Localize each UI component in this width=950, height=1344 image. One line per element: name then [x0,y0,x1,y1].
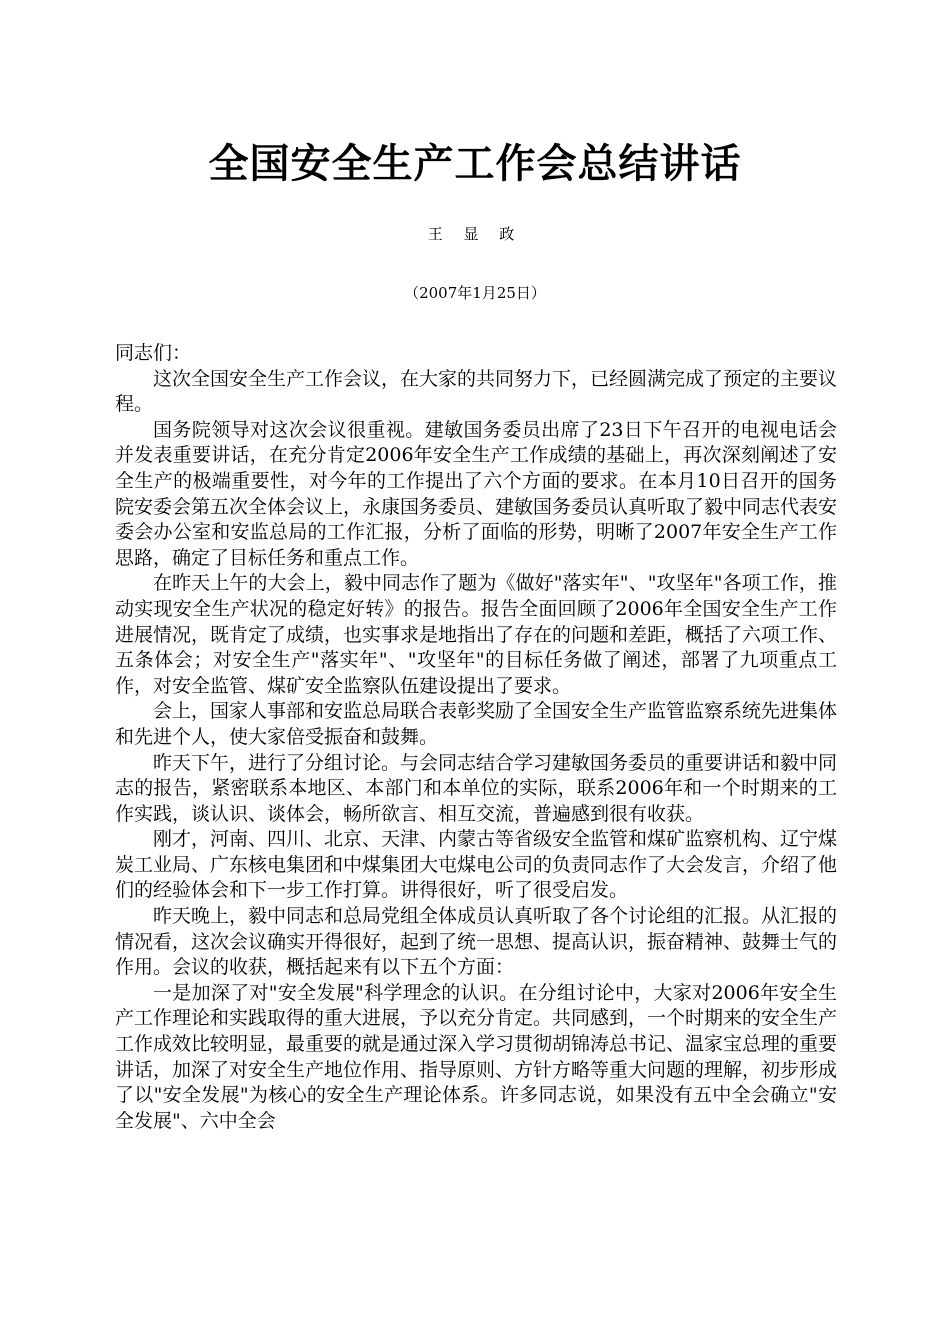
paragraph: 昨天晚上，毅中同志和总局党组全体成员认真听取了各个讨论组的汇报。从汇报的情况看，这次会议确实开得很好，起到了统一思想、提高认识，振奋精神、鼓舞士气的作用。会议的收获，概括起来有以下五个方面： [115,905,838,979]
paragraph: 一是加深了对"安全发展"科学理念的认识。在分组讨论中，大家对2006年安全生产工作理论和实践取得的重大进展，予以充分肯定。共同感到，一个时期来的安全生产工作成效比较明显，最重要的就是通过深入学习贯彻胡锦涛总书记、温家宝总理的重要讲话，加深了对安全生产地位作用、指导原则、方针方略等重大问题的理解，初步形成了以"安全发展"为核心的安全生产理论体系。许多同志说，如果没有五中全会确立"安全发展"、六中全会 [115,981,838,1132]
document-author: 王 显 政 [427,225,523,243]
paragraph: 在昨天上午的大会上，毅中同志作了题为《做好"落实年"、"攻坚年"各项工作，推动实现安全生产状况的稳定好转》的报告。报告全面回顾了2006年全国安全生产工作进展情况，既肯定了成绩，也实事求是地指出了存在的问题和差距，概括了六项工作、五条体会；对安全生产"落实年"、"攻坚年"的目标任务做了阐述，部署了九项重点工作，对安全监管、煤矿安全监察队伍建设提出了要求。 [115,572,838,697]
document-body [115,341,837,1134]
paragraph: 刚才，河南、四川、北京、天津、内蒙古等省级安全监管和煤矿监察机构、辽宁煤炭工业局、广东核电集团和中煤集团大屯煤电公司的负责同志作了大会发言，介绍了他们的经验体会和下一步工作打算。讲得很好，听了很受启发。 [115,828,838,902]
paragraph: 国务院领导对这次会议很重视。建敏国务委员出席了23日下午召开的电视电话会并发表重要讲话，在充分肯定2006年安全生产工作成绩的基础上，再次深刻阐述了安全生产的极端重要性，对今年的工作提出了六个方面的要求。在本月10日召开的国务院安委会第五次全体会议上，永康国务委员、建敏国务委员认真听取了毅中同志代表安委会办公室和安监总局的工作汇报，分析了面临的形势，明晰了2007年安全生产工作思路，确定了目标任务和重点工作。 [115,418,838,569]
paragraph: 昨天下午，进行了分组讨论。与会同志结合学习建敏国务委员的重要讲话和毅中同志的报告，紧密联系本地区、本部门和本单位的实际，联系2006年和一个时期来的工作实践，谈认识、谈体会，畅所欲言、相互交流，普遍感到很有收获。 [115,751,838,825]
document-title: 全国安全生产工作会总结讲话 [208,140,742,187]
document-date: （2007年1月25日） [404,284,546,302]
salutation: 同志们： [115,342,192,364]
paragraph: 这次全国安全生产工作会议，在大家的共同努力下，已经圆满完成了预定的主要议程。 [115,367,838,416]
paragraph: 会上，国家人事部和安监总局联合表彰奖励了全国安全生产监管监察系统先进集体和先进个人，使大家倍受振奋和鼓舞。 [115,700,838,748]
